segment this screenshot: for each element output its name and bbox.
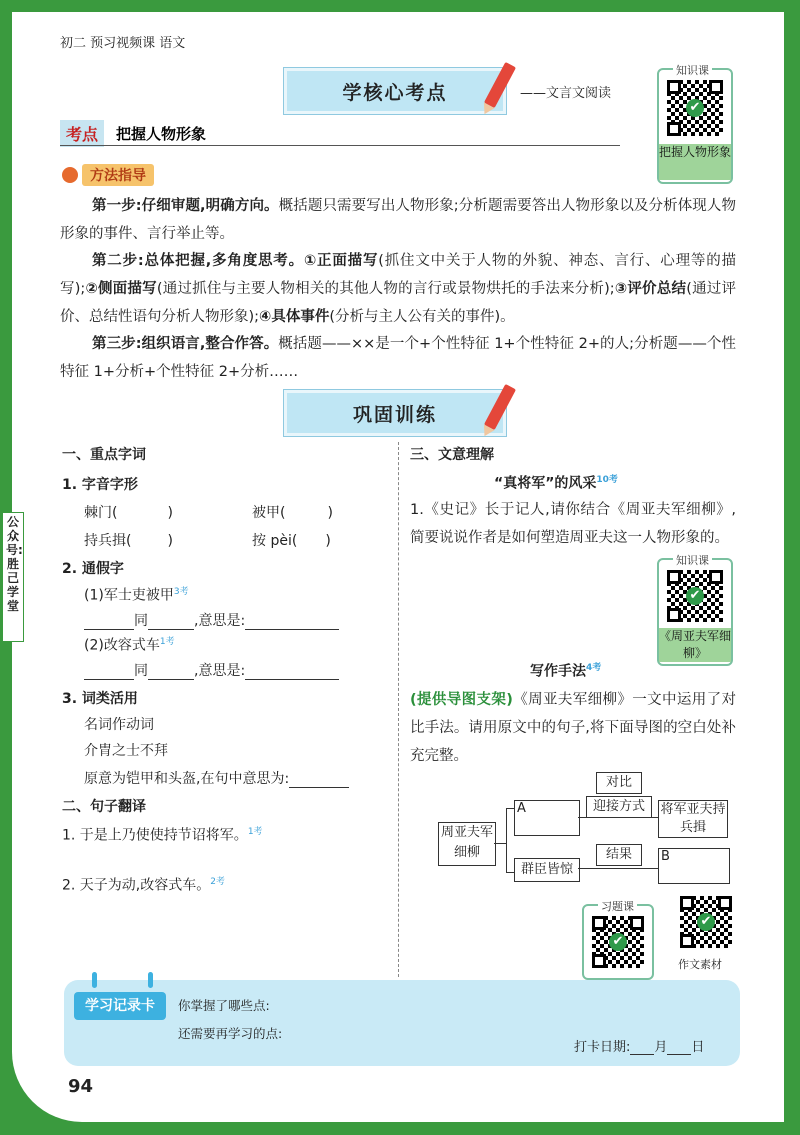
fill-line[interactable]: 同 ,意思是: bbox=[84, 660, 339, 680]
word-item: 按 pèi( ) bbox=[252, 533, 331, 549]
section-banner-core bbox=[284, 68, 506, 114]
diagram-label-yingjie: 迎接方式 bbox=[586, 796, 652, 818]
word-item: 持兵揖( ) bbox=[84, 533, 173, 549]
question-1: 1.《史记》长于记人,请你结合《周亚夫军细柳》,简要说说作者是如何塑造周亚夫这一人物形象的。 bbox=[410, 502, 736, 546]
diagram-label-duibi: 对比 bbox=[596, 772, 642, 794]
card-tab: 学习记录卡 bbox=[74, 992, 166, 1020]
fill-line[interactable]: 同 ,意思是: bbox=[84, 610, 339, 630]
person-icon bbox=[62, 167, 78, 183]
step3: 第三步:组织语言,整合作答。概括题——××是一个+个性特征 1+个性特征 2+的人;分析题——个性特征 1+分析+个性特征 2+分析…… bbox=[60, 336, 736, 380]
method-label: 方法指导 bbox=[82, 164, 154, 186]
category: 名词作动词 bbox=[84, 717, 154, 733]
banner-title: 学核心考点 bbox=[342, 81, 448, 104]
question-heading: 1. 字音字形 bbox=[62, 477, 138, 493]
qr-code-icon[interactable]: ✔ bbox=[680, 896, 732, 948]
study-record-card bbox=[64, 980, 740, 1066]
fill-line[interactable]: 原意为铠甲和头盔,在句中意思为: bbox=[84, 768, 349, 788]
breadcrumb: 初二 预习视频课 语文 bbox=[60, 36, 186, 51]
diagram-box-qunchen: 群臣皆惊 bbox=[514, 858, 580, 882]
section-heading: 三、文意理解 bbox=[410, 447, 494, 463]
kaodian-row bbox=[60, 120, 206, 147]
qr-card-exercise[interactable] bbox=[582, 900, 654, 980]
qr-card-writing[interactable] bbox=[676, 896, 736, 971]
qr-card-knowledge[interactable] bbox=[657, 64, 733, 184]
step1: 第一步:仔细审题,明确方向。概括题只需要写出人物形象;分析题需要答出人物形象以及分析体现人物形象的事件、言行举止等。 bbox=[60, 198, 736, 242]
checkin-date[interactable]: 打卡日期: 月 日 bbox=[574, 1040, 705, 1055]
qr-code-icon[interactable]: ✔ bbox=[667, 570, 723, 622]
method-label-row bbox=[62, 164, 154, 186]
qr-code-icon[interactable]: ✔ bbox=[667, 80, 723, 136]
kaodian-tag: 考点 bbox=[60, 120, 104, 147]
qr-caption: 《周亚夫军细柳》 bbox=[659, 629, 732, 660]
diagram-box-jiangjun: 将军亚夫持兵揖 bbox=[658, 800, 728, 838]
column-divider bbox=[398, 442, 399, 977]
card-line: 还需要再学习的点: bbox=[178, 1026, 283, 1041]
subheading: 写作手法$^{4考}$ bbox=[530, 663, 602, 680]
page-number: 94 bbox=[68, 1076, 94, 1097]
kaodian-title: 把握人物形象 bbox=[116, 125, 207, 143]
word-item: 被甲( ) bbox=[252, 505, 333, 521]
sidebar-watermark: 公众号:胜己学堂 bbox=[2, 512, 24, 642]
translation-item: 2. 天子为动,改容式车。$^{2考}$ bbox=[62, 877, 225, 894]
qr-caption: 作文素材 bbox=[678, 958, 722, 971]
qr-caption: 把握人物形象 bbox=[659, 144, 731, 180]
translation-item: 1. 于是上乃使使持节诏将军。$^{1考}$ bbox=[62, 827, 263, 844]
card-line: 你掌握了哪些点: bbox=[178, 998, 270, 1013]
divider bbox=[60, 145, 620, 146]
question-heading: 2. 通假字 bbox=[62, 561, 124, 577]
page bbox=[12, 12, 784, 1122]
step2: 第二步:总体把握,多角度思考。①正面描写(抓住文中关于人物的外貌、神态、言行、心理等的描写);②侧面描写(通过抓住与主要人物相关的其他人物的言行或景物烘托的手法来分析);③评价总结(通过评价、总结性语句分析人物形象);④具体事件(分析与主人公有关的事件)。 bbox=[60, 253, 737, 325]
diagram-box-b[interactable]: B bbox=[658, 848, 730, 884]
question-heading: 3. 词类活用 bbox=[62, 691, 138, 707]
sentence: (2)改容式车$^{1考}$ bbox=[84, 637, 175, 654]
qr-tag: 知识课 bbox=[673, 552, 712, 568]
diagram-box-a[interactable]: A bbox=[514, 800, 580, 836]
diagram-label-jieguo: 结果 bbox=[596, 844, 642, 866]
section-heading: 一、重点字词 bbox=[62, 447, 146, 463]
subheading: “真将军”的风采$^{10考}$ bbox=[494, 475, 618, 492]
qr-card-knowledge-2[interactable] bbox=[657, 554, 733, 666]
section-heading: 二、句子翻译 bbox=[62, 799, 146, 815]
diagram-center: 周亚夫军细柳 bbox=[438, 822, 496, 866]
sentence: 介胄之士不拜 bbox=[84, 743, 168, 759]
banner-title: 巩固训练 bbox=[352, 403, 437, 426]
qr-tag: 知识课 bbox=[673, 62, 712, 78]
qr-code-icon[interactable]: ✔ bbox=[592, 916, 644, 968]
banner-subtitle: ——文言文阅读 bbox=[520, 86, 612, 101]
qr-tag: 习题课 bbox=[598, 898, 637, 914]
sentence: (1)军士吏被甲$^{3考}$ bbox=[84, 587, 189, 604]
question-2: (提供导图支架)《周亚夫军细柳》一文中运用了对比手法。请用原文中的句子,将下面导图的空白处补充完整。 bbox=[410, 692, 736, 764]
section-banner-practice bbox=[284, 390, 506, 436]
word-item: 棘门( ) bbox=[84, 505, 173, 521]
